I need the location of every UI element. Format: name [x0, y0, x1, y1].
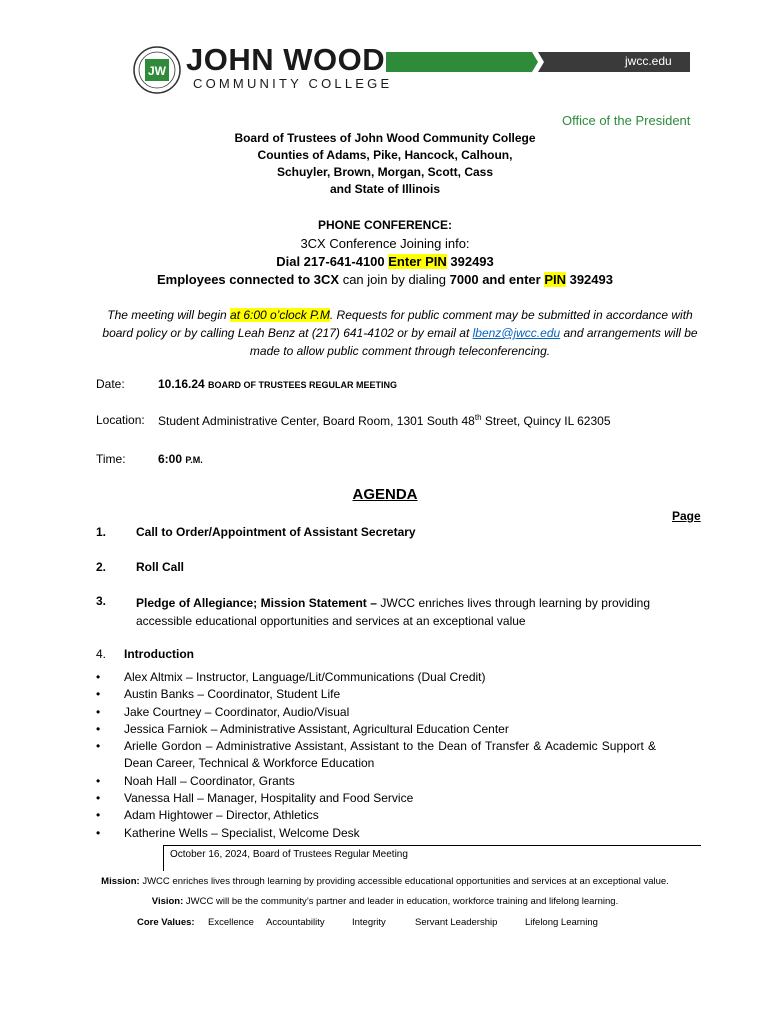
svg-text:JW: JW	[148, 64, 166, 78]
agenda-item-4-number: 4.	[96, 647, 107, 661]
footer-divider-bar	[163, 845, 164, 871]
college-seal-logo	[133, 46, 181, 94]
office-title: Office of the President	[562, 113, 691, 128]
meeting-notice: The meeting will begin at 6:00 o’clock P.M. Requests for public comment may be submitted in accordance with board policy or by calling Leah Benz at (217) 641-4102 or by email at lbenz@jwcc.edu and arrangements will be made to allow public comment through teleconferencing.	[102, 308, 698, 358]
list-item: • Noah Hall – Coordinator, Grants	[96, 773, 656, 790]
introductions-list	[96, 669, 656, 842]
email-link[interactable]: lbenz@jwcc.edu	[472, 326, 561, 340]
date-value: 10.16.24 BOARD OF TRUSTEES REGULAR MEETING	[158, 377, 398, 391]
list-item: • Jake Courtney – Coordinator, Audio/Visual	[96, 704, 656, 721]
bullet: •	[96, 825, 101, 840]
list-item: • Austin Banks – Coordinator, Student Life	[96, 686, 656, 703]
list-item: • Vanessa Hall – Manager, Hospitality and Food Service	[96, 790, 656, 807]
list-item: • Adam Hightower – Director, Athletics	[96, 807, 656, 824]
footer-mission: Mission: JWCC enriches lives through learning by providing accessible educational opportunities and services at an exceptional value.	[101, 876, 669, 887]
core-value-accountability: Accountability	[266, 917, 325, 928]
agenda-item-4-title: Introduction	[124, 647, 194, 661]
board-title-line-4: and State of Illinois	[329, 182, 440, 196]
footer-divider	[163, 845, 701, 846]
core-value-excellence: Excellence	[208, 917, 254, 928]
bullet: •	[96, 704, 101, 719]
agenda-item-2-text: Roll Call	[136, 560, 185, 574]
agenda-item-1-number: 1.	[96, 525, 107, 539]
board-title-line-1: Board of Trustees of John Wood Community College	[234, 131, 536, 145]
board-title-line-3: Schuyler, Brown, Morgan, Scott, Cass	[276, 165, 494, 179]
agenda-item-3-pledge: Pledge of Allegiance; Mission Statement – JWCC enriches lives through learning by providing accessible educational opportunities and services at an exceptional value	[136, 596, 650, 628]
conference-info: 3CX Conference Joining info:	[300, 236, 470, 251]
bullet: •	[96, 687, 101, 702]
bullet: •	[96, 808, 101, 823]
bullet: •	[96, 670, 101, 684]
core-values-label: Core Values:	[137, 917, 195, 928]
board-title-line-2: Counties of Adams, Pike, Hancock, Calhoun,	[257, 148, 513, 162]
agenda-item-3-number: 3.	[96, 594, 107, 608]
dial-line: Dial 217-641-4100 Enter PIN 392493	[276, 254, 494, 269]
agenda-item-1-text: Call to Order/Appointment of Assistant Secretary	[136, 525, 416, 539]
core-value-servant-leadership: Servant Leadership	[415, 917, 498, 928]
date-label: Date:	[96, 377, 125, 391]
list-item: • Jessica Farniok – Administrative Assistant, Agricultural Education Center	[96, 721, 656, 738]
core-value-lifelong-learning: Lifelong Learning	[525, 917, 598, 928]
list-item: • Katherine Wells – Specialist, Welcome Desk	[96, 825, 656, 842]
college-name: JOHN WOOD	[186, 42, 386, 77]
phone-conference-heading: PHONE CONFERENCE:	[317, 218, 452, 232]
page-column-label: Page	[672, 509, 701, 523]
bullet: •	[96, 739, 101, 754]
footer-date-line: October 16, 2024, Board of Trustees Regular Meeting	[170, 849, 408, 860]
time-label: Time:	[96, 452, 126, 466]
footer-vision: Vision: JWCC will be the community’s partner and leader in education, workforce training and lifelong learning.	[151, 896, 619, 907]
bullet: •	[96, 721, 101, 736]
location-value: Student Administrative Center, Board Room, 1301 South 48th Street, Quincy IL 62305	[158, 413, 611, 428]
employee-dial-line: Employees connected to 3CX can join by dialing 7000 and enter PIN 392493	[157, 272, 613, 287]
location-label: Location:	[96, 413, 145, 427]
website-url: jwcc.edu	[625, 54, 672, 68]
bullet: •	[96, 791, 101, 806]
time-value: 6:00 P.M.	[158, 452, 203, 466]
list-item: • Arielle Gordon – Administrative Assistant, Assistant to the Dean of Transfer & Academic Support & Dean Career, Technical & Workforce Education	[96, 739, 656, 771]
agenda-item-2-number: 2.	[96, 560, 107, 574]
core-value-integrity: Integrity	[352, 917, 386, 928]
agenda-title: AGENDA	[352, 486, 418, 503]
college-subtitle: COMMUNITY COLLEGE	[193, 76, 393, 91]
list-item: • Alex Altmix – Instructor, Language/Lit/Communications (Dual Credit)	[96, 669, 656, 686]
bullet: •	[96, 773, 101, 788]
